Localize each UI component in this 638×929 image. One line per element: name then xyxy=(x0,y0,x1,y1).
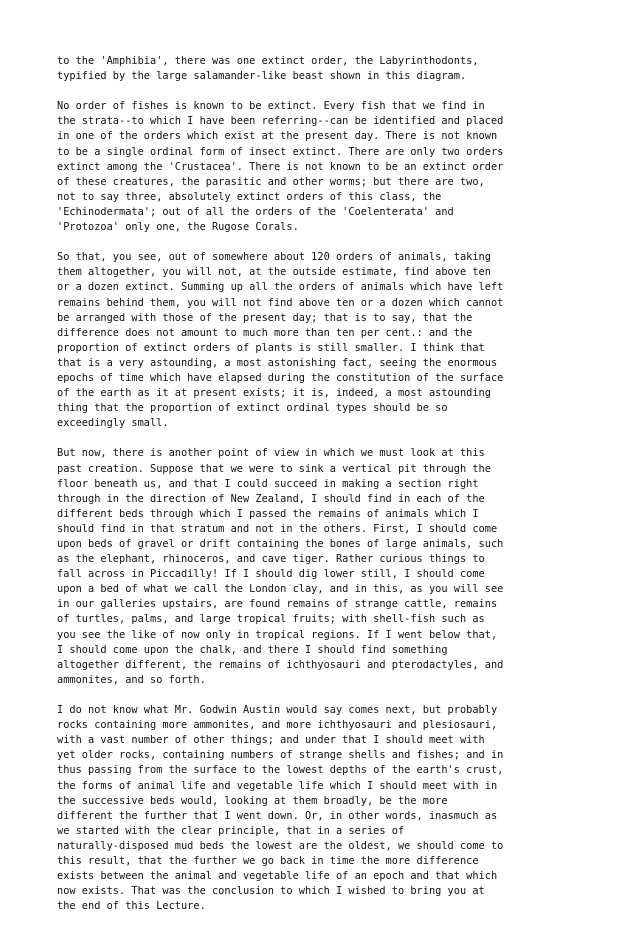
body-text xyxy=(57,54,587,929)
paragraph-1: to the 'Amphibia', there was one extinct order, the Labyrinthodonts, typified by the large salamander-like beast shown in this diagram. xyxy=(57,55,479,83)
paragraph-2: No order of fishes is known to be extinct. Every fish that we find in the strata--to which I have been referring--can be identified and placed in one of the orders which exist at the present day. There is not known to be a single ordinal form of insect extinct. There are only two orders extinct among the 'Crustacea'. There is not known to be an extinct order of these creatures, the parasitic and other worms; but there are two, not to say three, absolutely extinct orders of this class, the 'Echinodermata'; out of all the orders of the 'Coelenterata' and 'Protozoa' only one, the Rugose Corals. xyxy=(57,100,504,234)
paragraph-4: But now, there is another point of view in which we must look at this past creation. Suppose that we were to sink a vertical pit through the floor beneath us, and that I could succeed in making a section right through in the direction of New Zealand, I should find in each of the different beds through which I passed the remains of animals which I should find in that stratum and not in the others. First, I should come upon beds of gravel or drift containing the bones of large animals, such as the elephant, rhinoceros, and cave tiger. Rather curious things to fall across in Piccadilly! If I should dig lower still, I should come upon a bed of what we call the London clay, and in this, as you will see in our galleries upstairs, are found remains of strange cattle, remains of turtles, palms, and large tropical fruits; with shell-fish such as you see the like of now only in tropical regions. If I went below that, I should come upon the chalk, and there I should find something altogether different, the remains of ichthyosauri and pterodactyles, and ammonites, and so forth. xyxy=(57,447,504,686)
paragraph-3: So that, you see, out of somewhere about 120 orders of animals, taking them altogether, you will not, at the outside estimate, find above ten or a dozen extinct. Summing up all the orders of animals which have left remains behind them, you will not find above ten or a dozen which cannot be arranged with those of the present day; that is to say, that the difference does not amount to much more than ten per cent.: and the proportion of extinct orders of plants is still smaller. I think that that is a very astounding, a most astonishing fact, seeing the enormous epochs of time which have elapsed during the constitution of the surface of the earth as it at present exists; it is, indeed, a most astounding thing that the proportion of extinct ordinal types should be so exceedingly small. xyxy=(57,251,504,430)
paragraph-5: I do not know what Mr. Godwin Austin would say comes next, but probably rocks containing more ammonites, and more ichthyosauri and plesiosauri, with a vast number of other things; and under that I should meet with yet older rocks, containing numbers of strange shells and fishes; and in thus passing from the surface to the lowest depths of the earth's crust, the forms of animal life and vegetable life which I should meet with in the successive beds would, looking at them broadly, be the more different the further that I went down. Or, in other words, inasmuch as we started with the clear principle, that in a series of naturally-disposed mud beds the lowest are the oldest, we should come to this result, that the further we go back in time the more difference exists between the animal and vegetable life of an epoch and that which now exists. That was the conclusion to which I wished to bring you at the end of this Lecture. xyxy=(57,704,504,913)
